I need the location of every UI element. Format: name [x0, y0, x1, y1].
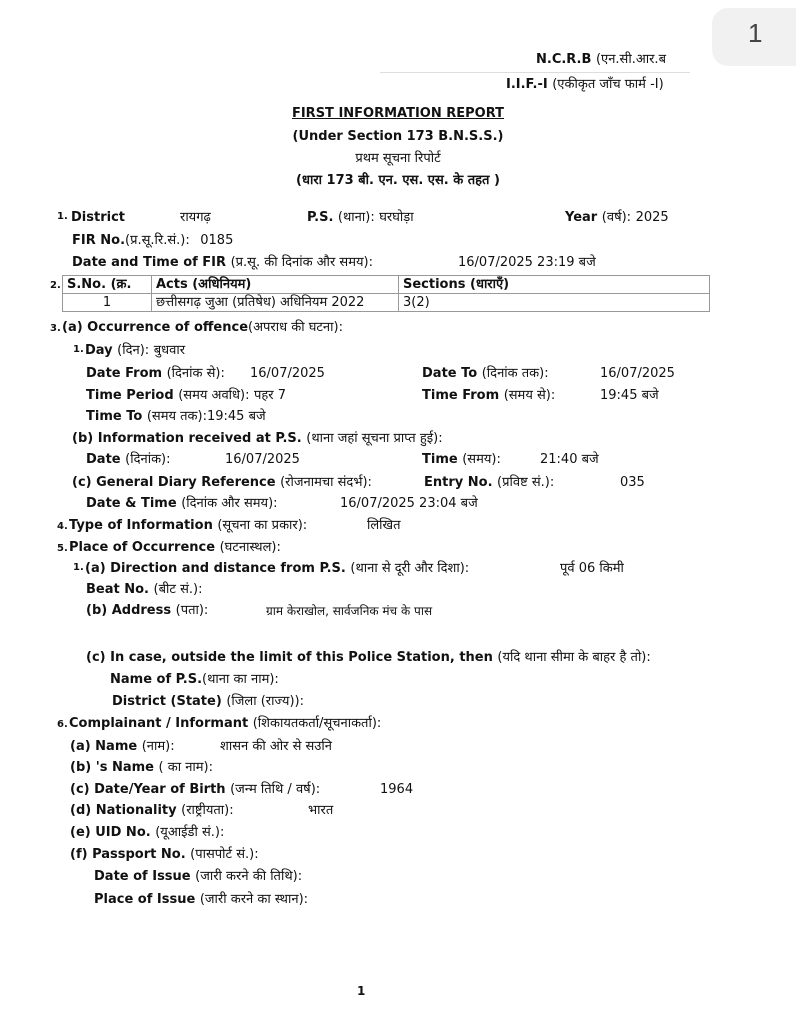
- fir-date-time-value: 16/07/2025 23:19 बजे: [458, 255, 596, 270]
- entry-no-label: Entry No. (प्रविष्ट सं.):: [424, 475, 555, 490]
- fir-no: FIR No.(प्र.सू.रि.सं.): 0185: [72, 233, 234, 248]
- direction-value: पूर्व 06 किमी: [560, 561, 624, 576]
- relative-name: (b) 's Name ( का नाम):: [70, 760, 214, 775]
- direction-label: (a) Direction and distance from P.S. (थाना से दूरी और दिशा):: [85, 561, 470, 576]
- info-time-label: Time (समय):: [422, 452, 501, 467]
- time-from-value: 19:45 बजे: [600, 388, 659, 403]
- date-from-value: 16/07/2025: [250, 366, 325, 381]
- district-value: रायगढ़: [180, 210, 211, 225]
- ncrb-header: N.C.R.B (एन.सी.आर.ब: [536, 52, 666, 67]
- info-time-value: 21:40 बजे: [540, 452, 599, 467]
- info-type-label: Type of Information (सूचना का प्रकार):: [69, 518, 308, 533]
- entry-no-value: 035: [620, 475, 645, 490]
- page-title-hindi: प्रथम सूचना रिपोर्ट: [355, 151, 441, 166]
- district-label: District: [71, 210, 125, 225]
- time-from-label: Time From (समय से):: [422, 388, 556, 403]
- district-state: District (State) (जिला (राज्य)):: [112, 694, 304, 709]
- page-title: FIRST INFORMATION REPORT: [291, 106, 505, 121]
- section-number: 5.: [57, 543, 68, 554]
- date-to-label: Date To (दिनांक तक):: [422, 366, 549, 381]
- dob-value: 1964: [380, 782, 414, 797]
- page-subtitle: (Under Section 173 B.N.S.S.): [292, 129, 504, 144]
- info-date-value: 16/07/2025: [225, 452, 300, 467]
- footer-page-number: 1: [357, 984, 366, 998]
- page-subtitle-hindi: (धारा 173 बी. एन. एस. एस. के तहत ): [296, 173, 500, 188]
- time-period: Time Period (समय अवधि): पहर 7: [86, 388, 287, 403]
- info-date-label: Date (दिनांक):: [86, 452, 171, 467]
- occurrence-heading: (a) Occurrence of offence(अपराध की घटना):: [62, 320, 343, 335]
- section-number: 2.: [50, 280, 61, 291]
- address-label: (b) Address (पता):: [86, 603, 209, 618]
- fir-date-time-label: Date and Time of FIR (प्र.सू. की दिनांक और समय):: [72, 255, 373, 270]
- date-of-issue: Date of Issue (जारी करने की तिथि):: [94, 869, 303, 884]
- nationality-label: (d) Nationality (राष्ट्रीयता):: [70, 803, 234, 818]
- subsection-number: 1.: [73, 344, 84, 355]
- year-label: Year (वर्ष): 2025: [565, 210, 669, 225]
- name-value: शासन की ओर से सउनि: [220, 739, 332, 754]
- iif-header: I.I.F.-I (एकीकृत जाँच फार्म -I): [506, 77, 664, 92]
- place-heading: Place of Occurrence (घटनास्थल):: [69, 540, 281, 555]
- gd-date-time-label: Date & Time (दिनांक और समय):: [86, 496, 278, 511]
- section-number: 1.: [57, 211, 68, 222]
- nationality-value: भारत: [308, 803, 334, 818]
- complainant-heading: Complainant / Informant (शिकायतकर्ता/सूचनाकर्ता):: [69, 716, 382, 731]
- uid-no: (e) UID No. (यूआईडी सं.):: [70, 825, 225, 840]
- gd-date-time-value: 16/07/2025 23:04 बजे: [340, 496, 478, 511]
- date-to-value: 16/07/2025: [600, 366, 675, 381]
- ps-name: Name of P.S.(थाना का नाम):: [110, 672, 279, 687]
- date-from-label: Date From (दिनांक से):: [86, 366, 225, 381]
- section-number: 6.: [57, 719, 68, 730]
- passport-no: (f) Passport No. (पासपोर्ट सं.):: [70, 847, 259, 862]
- gd-reference: (c) General Diary Reference (रोजनामचा संदर्भ):: [72, 475, 372, 490]
- day-field: Day (दिन): बुधवार: [85, 343, 186, 358]
- subsection-number: 1.: [73, 562, 84, 573]
- divider: [380, 72, 690, 73]
- table-row: 1 छत्तीसगढ़ जुआ (प्रतिषेध) अधिनियम 2022 3(2): [63, 294, 710, 312]
- dob-label: (c) Date/Year of Birth (जन्म तिथि / वर्ष):: [70, 782, 321, 797]
- outside-limit-heading: (c) In case, outside the limit of this Police Station, then (यदि थाना सीमा के बाहर है तो):: [86, 650, 651, 665]
- page-number-badge: 1: [712, 8, 796, 66]
- section-number: 4.: [57, 521, 68, 532]
- place-of-issue: Place of Issue (जारी करने का स्थान):: [94, 892, 309, 907]
- acts-table: [62, 275, 710, 312]
- address-value: ग्राम केराखोल, सार्वजनिक मंच के पास: [266, 604, 433, 618]
- table-header-row: S.No. (क्र. Acts (अधिनियम) Sections (धाराएँ): [63, 276, 710, 294]
- ps-label: P.S. (थाना): घरघोड़ा: [307, 210, 414, 225]
- info-received-heading: (b) Information received at P.S. (थाना जहां सूचना प्राप्त हुई):: [72, 431, 443, 446]
- name-label: (a) Name (नाम):: [70, 739, 175, 754]
- info-type-value: लिखित: [367, 518, 401, 533]
- section-number: 3.: [50, 323, 61, 334]
- time-to: Time To (समय तक):19:45 बजे: [86, 409, 266, 424]
- beat-no: Beat No. (बीट सं.):: [86, 582, 203, 597]
